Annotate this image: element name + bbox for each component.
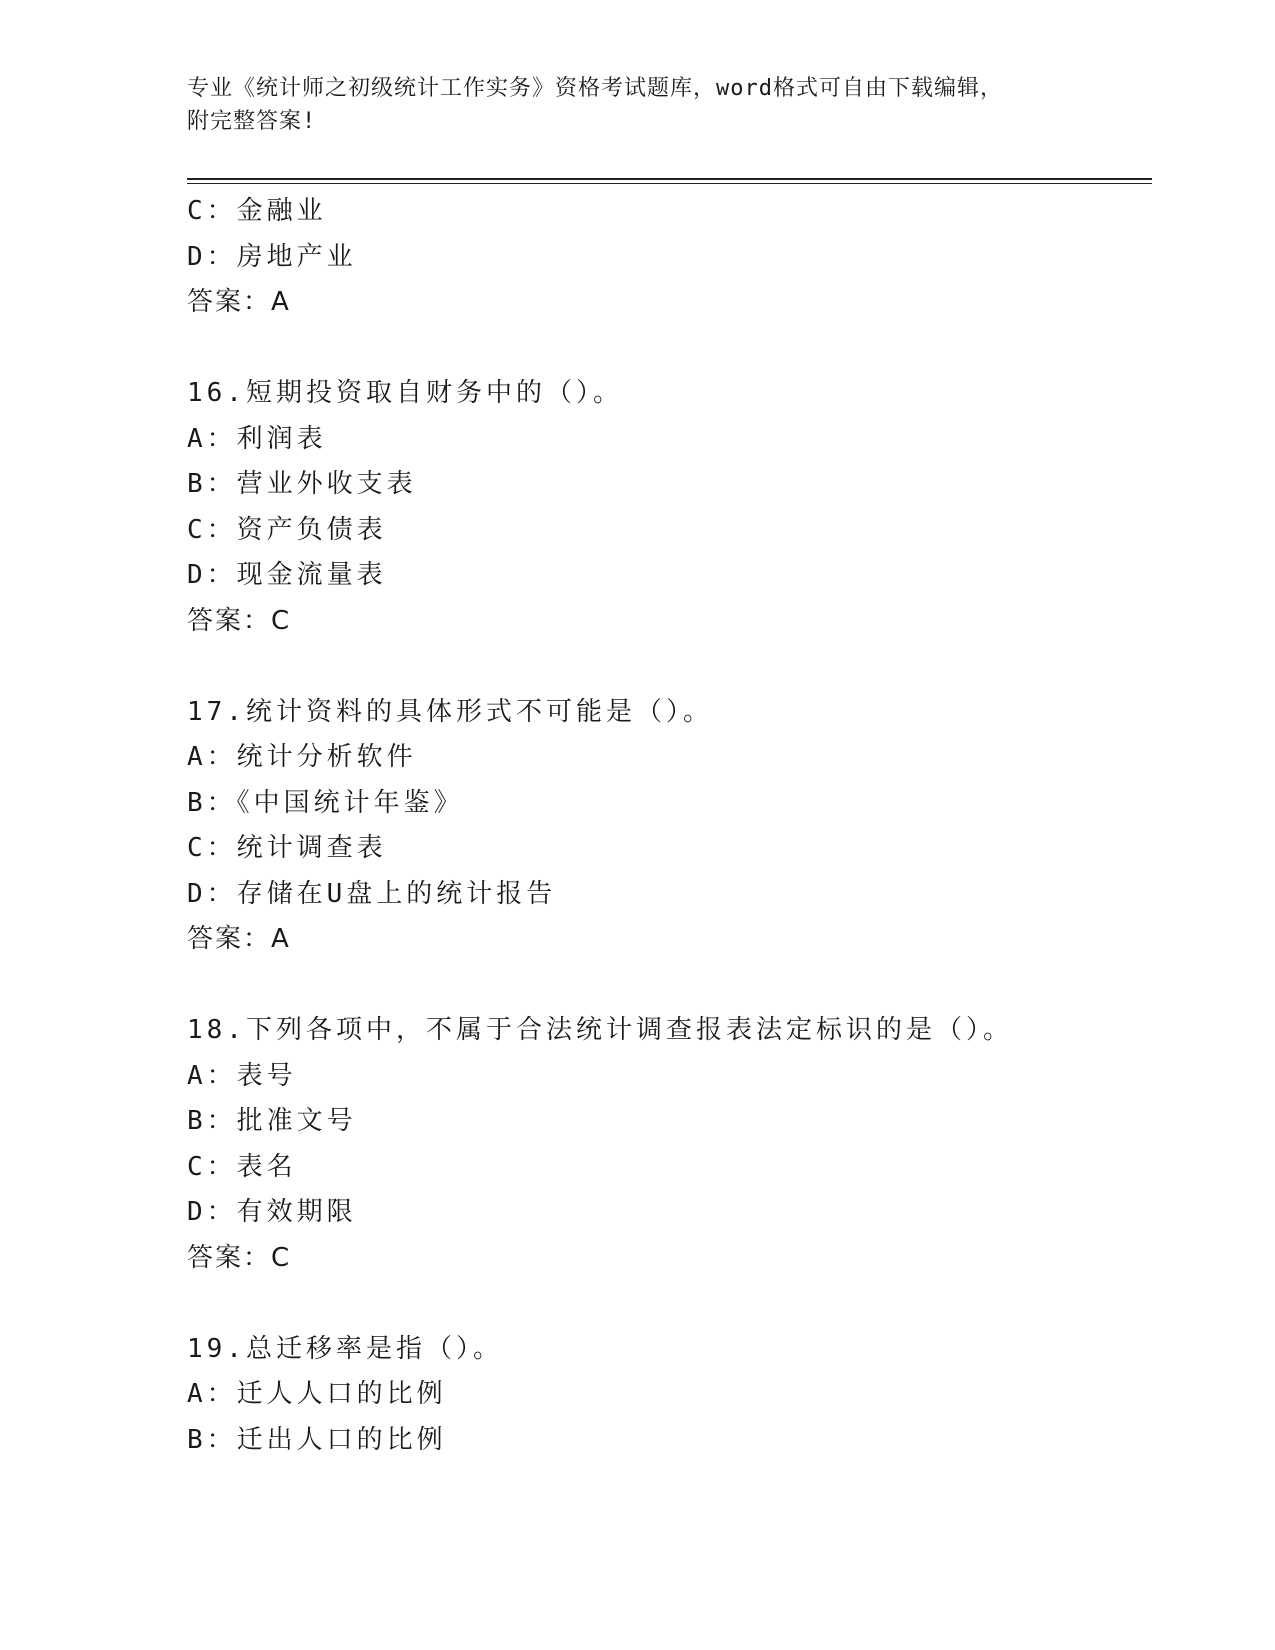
option-a: A：表号 [187,1060,297,1091]
option-b: B：批准文号 [187,1106,357,1136]
option-d: D：房地产业 [187,241,357,272]
option-d: D：现金流量表 [187,560,387,590]
option-a: A：迁人人口的比例 [187,1379,447,1409]
option-b: B：营业外收支表 [187,469,417,499]
option-c: C：表名 [187,1151,297,1182]
question-18 [187,1008,1152,1281]
option-a: A：利润表 [187,423,327,454]
question-text: 16.短期投资取自财务中的（）。 [187,378,623,408]
question-16 [187,371,1152,644]
option-c: C：金融业 [187,196,327,226]
option-a: A：统计分析软件 [187,742,417,772]
question-text: 18.下列各项中，不属于合法统计调查报表法定标识的是（）。 [187,1015,1013,1045]
answer: 答案：A [187,287,291,317]
option-c: C：统计调查表 [187,833,387,863]
option-b: B：迁出人口的比例 [187,1424,447,1455]
option-d: D：有效期限 [187,1197,357,1227]
header-line-2: 附完整答案! [187,109,317,134]
document-header [187,72,1087,138]
question-list [187,189,1152,1463]
question-text: 19.总迁移率是指（）。 [187,1333,503,1364]
spacer [187,644,1152,690]
answer: 答案：C [187,1242,292,1273]
header-divider-thick [187,178,1152,180]
question-17 [187,690,1152,963]
option-c: C：资产负债表 [187,514,387,545]
answer: 答案：A [187,924,291,954]
header-divider-thin [187,183,1152,184]
answer: 答案：C [187,605,292,636]
question-text: 17.统计资料的具体形式不可能是（）。 [187,696,713,727]
question-15-tail [187,189,1152,326]
question-19 [187,1327,1152,1464]
option-b: B：《中国统计年鉴》 [187,787,464,818]
option-d: D：存储在U盘上的统计报告 [187,878,557,909]
header-line-1: 专业《统计师之初级统计工作实务》资格考试题库，word格式可自由下载编辑， [187,76,1003,101]
spacer [187,326,1152,372]
spacer [187,963,1152,1009]
spacer [187,1281,1152,1327]
